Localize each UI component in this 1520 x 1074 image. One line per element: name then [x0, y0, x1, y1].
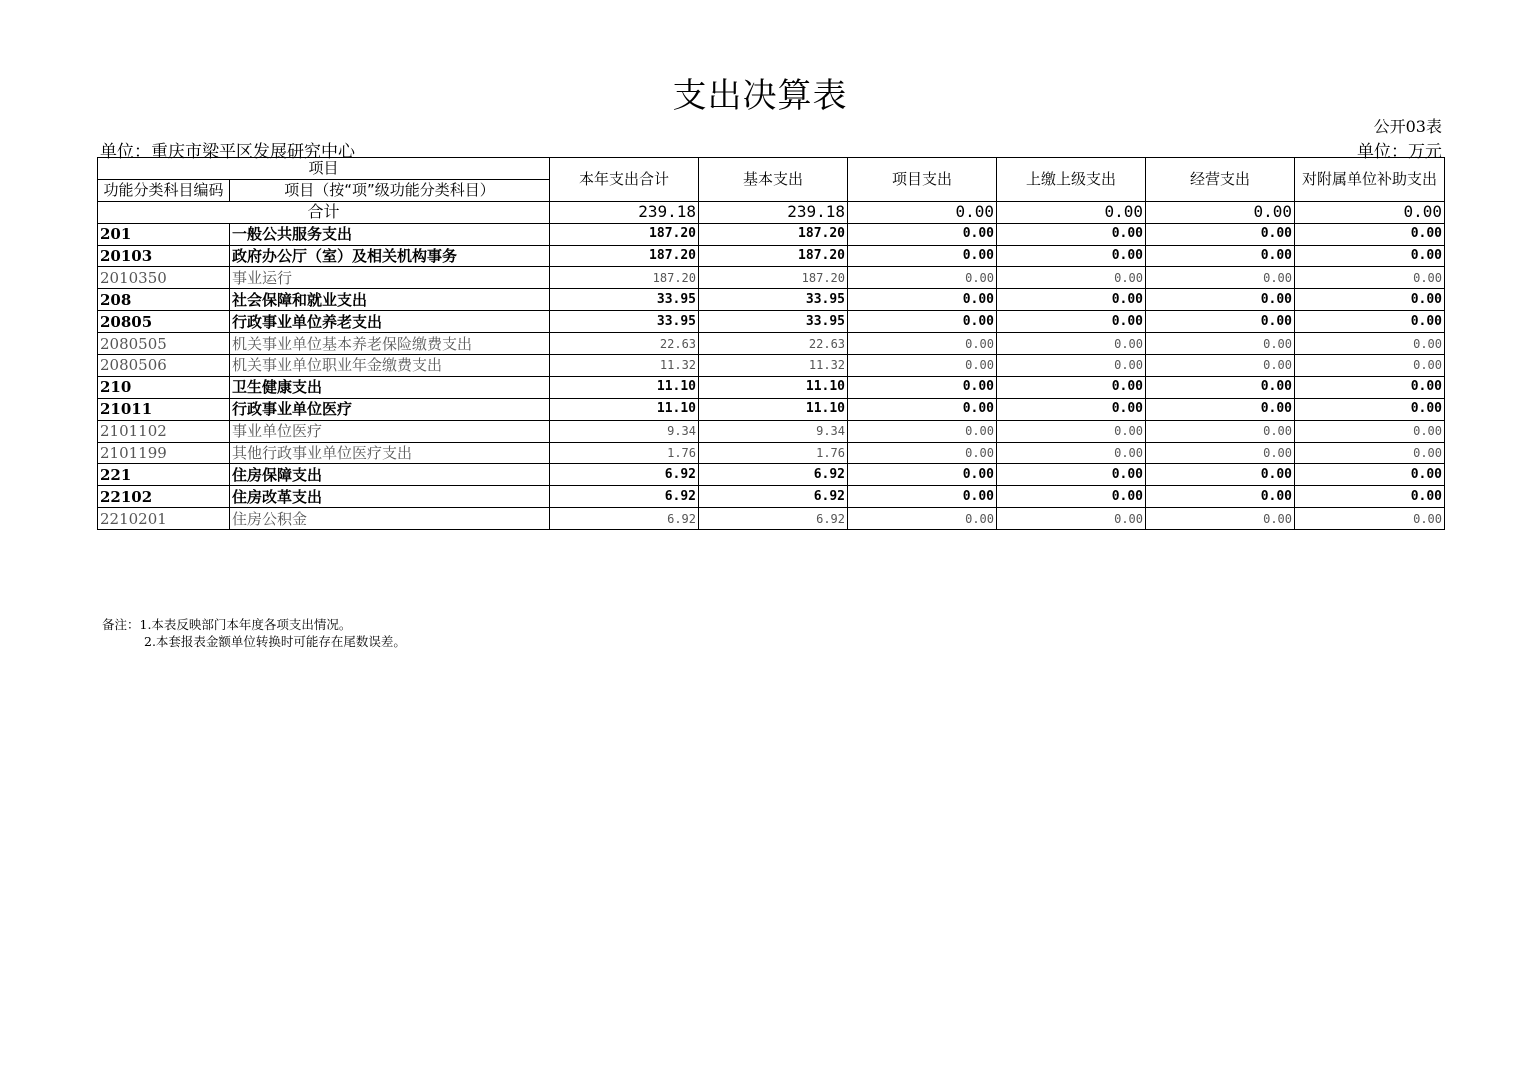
- row-value: 0.00: [997, 442, 1146, 464]
- row-name: 住房保障支出: [230, 464, 550, 486]
- row-value: 0.00: [848, 245, 997, 267]
- row-value: 0.00: [848, 355, 997, 377]
- row-value: 187.20: [550, 267, 699, 289]
- row-code: 2101102: [98, 420, 230, 442]
- row-value: 0.00: [997, 333, 1146, 355]
- row-value: 0.00: [848, 289, 997, 311]
- row-value: 9.34: [699, 420, 848, 442]
- row-value: 0.00: [1295, 223, 1445, 245]
- row-value: 0.00: [997, 223, 1146, 245]
- row-value: 0.00: [848, 398, 997, 420]
- row-value: 0.00: [1295, 333, 1445, 355]
- row-value: 1.76: [550, 442, 699, 464]
- table-row: [98, 376, 1445, 398]
- row-value: 0.00: [848, 420, 997, 442]
- row-value: 0.00: [848, 267, 997, 289]
- row-value: 0.00: [997, 420, 1146, 442]
- row-value: 0.00: [848, 442, 997, 464]
- notes: [102, 616, 406, 650]
- row-value: 33.95: [699, 311, 848, 333]
- table-row: [98, 333, 1445, 355]
- row-value: 0.00: [1295, 355, 1445, 377]
- row-value: 33.95: [550, 289, 699, 311]
- row-value: 6.92: [699, 486, 848, 508]
- row-value: 11.10: [699, 376, 848, 398]
- reporting-unit: 单位：重庆市梁平区发展研究中心: [100, 142, 355, 162]
- row-value: 0.00: [997, 289, 1146, 311]
- row-value: 0.00: [848, 464, 997, 486]
- page-title: 支出决算表: [672, 76, 848, 116]
- row-name: 住房公积金: [230, 508, 550, 530]
- row-name: 事业单位医疗: [230, 420, 550, 442]
- row-value: 0.00: [1146, 289, 1295, 311]
- row-value: 187.20: [699, 267, 848, 289]
- row-value: 11.10: [699, 398, 848, 420]
- row-name: 政府办公厅（室）及相关机构事务: [230, 245, 550, 267]
- row-value: 0.00: [1295, 508, 1445, 530]
- table-row: [98, 289, 1445, 311]
- row-code: 20805: [98, 311, 230, 333]
- row-value: 0.00: [1146, 508, 1295, 530]
- row-value: 33.95: [550, 311, 699, 333]
- row-value: 33.95: [699, 289, 848, 311]
- row-value: 0.00: [1295, 464, 1445, 486]
- total-value: 0.00: [1146, 201, 1295, 223]
- total-value: 0.00: [848, 201, 997, 223]
- row-value: 0.00: [1295, 420, 1445, 442]
- row-value: 0.00: [848, 223, 997, 245]
- note-line-1: 备注：1.本表反映部门本年度各项支出情况。: [102, 617, 352, 632]
- header-name: 项目（按“项”级功能分类科目）: [230, 179, 550, 201]
- row-value: 0.00: [997, 508, 1146, 530]
- row-value: 9.34: [550, 420, 699, 442]
- header-total: 本年支出合计: [550, 158, 699, 202]
- row-value: 11.32: [550, 355, 699, 377]
- row-name: 事业运行: [230, 267, 550, 289]
- total-value: 239.18: [550, 201, 699, 223]
- table-row: [98, 267, 1445, 289]
- row-value: 0.00: [997, 311, 1146, 333]
- row-value: 0.00: [1295, 442, 1445, 464]
- table-row: [98, 464, 1445, 486]
- table-row: [98, 420, 1445, 442]
- row-value: 22.63: [550, 333, 699, 355]
- row-value: 0.00: [1146, 355, 1295, 377]
- row-value: 0.00: [848, 376, 997, 398]
- note-line-2: 2.本套报表金额单位转换时可能存在尾数误差。: [144, 634, 406, 649]
- row-value: 0.00: [1295, 267, 1445, 289]
- expenditure-table: [97, 157, 1445, 530]
- header-project-expense: 项目支出: [848, 158, 997, 202]
- row-code: 2210201: [98, 508, 230, 530]
- row-code: 208: [98, 289, 230, 311]
- row-value: 0.00: [1146, 398, 1295, 420]
- row-value: 6.92: [550, 508, 699, 530]
- row-value: 0.00: [1146, 223, 1295, 245]
- row-code: 2080506: [98, 355, 230, 377]
- row-code: 22102: [98, 486, 230, 508]
- row-value: 0.00: [997, 376, 1146, 398]
- row-value: 0.00: [1295, 311, 1445, 333]
- row-value: 0.00: [1146, 464, 1295, 486]
- row-value: 0.00: [848, 333, 997, 355]
- row-name: 住房改革支出: [230, 486, 550, 508]
- row-value: 0.00: [1146, 311, 1295, 333]
- row-value: 6.92: [699, 464, 848, 486]
- row-name: 卫生健康支出: [230, 376, 550, 398]
- row-value: 187.20: [550, 223, 699, 245]
- row-value: 187.20: [699, 245, 848, 267]
- row-value: 0.00: [1146, 245, 1295, 267]
- row-value: 0.00: [1295, 486, 1445, 508]
- row-value: 11.10: [550, 376, 699, 398]
- row-value: 6.92: [699, 508, 848, 530]
- row-value: 11.10: [550, 398, 699, 420]
- row-name: 行政事业单位养老支出: [230, 311, 550, 333]
- row-value: 11.32: [699, 355, 848, 377]
- total-value: 0.00: [1295, 201, 1445, 223]
- row-name: 机关事业单位职业年金缴费支出: [230, 355, 550, 377]
- row-name: 一般公共服务支出: [230, 223, 550, 245]
- row-value: 1.76: [699, 442, 848, 464]
- row-value: 0.00: [1295, 289, 1445, 311]
- row-value: 0.00: [848, 486, 997, 508]
- row-value: 0.00: [1146, 486, 1295, 508]
- total-label: 合计: [98, 201, 550, 223]
- row-value: 0.00: [997, 464, 1146, 486]
- row-code: 21011: [98, 398, 230, 420]
- total-value: 0.00: [997, 201, 1146, 223]
- row-value: 0.00: [1146, 442, 1295, 464]
- table-row: [98, 442, 1445, 464]
- header-code: 功能分类科目编码: [98, 179, 230, 201]
- row-code: 20103: [98, 245, 230, 267]
- total-row: [98, 201, 1445, 223]
- row-name: 行政事业单位医疗: [230, 398, 550, 420]
- header-upper-remit: 上缴上级支出: [997, 158, 1146, 202]
- table-row: [98, 355, 1445, 377]
- row-code: 2101199: [98, 442, 230, 464]
- row-name: 社会保障和就业支出: [230, 289, 550, 311]
- table-row: [98, 223, 1445, 245]
- row-code: 201: [98, 223, 230, 245]
- row-value: 0.00: [1146, 267, 1295, 289]
- row-code: 2080505: [98, 333, 230, 355]
- row-code: 2010350: [98, 267, 230, 289]
- row-value: 0.00: [1146, 333, 1295, 355]
- row-value: 22.63: [699, 333, 848, 355]
- row-value: 6.92: [550, 486, 699, 508]
- row-value: 0.00: [997, 245, 1146, 267]
- header-project: 项目: [98, 158, 550, 180]
- row-value: 0.00: [848, 508, 997, 530]
- row-code: 210: [98, 376, 230, 398]
- row-name: 其他行政事业单位医疗支出: [230, 442, 550, 464]
- table-row: [98, 398, 1445, 420]
- row-code: 221: [98, 464, 230, 486]
- table-row: [98, 245, 1445, 267]
- table-row: [98, 486, 1445, 508]
- row-value: 0.00: [848, 311, 997, 333]
- row-value: 0.00: [1295, 376, 1445, 398]
- row-value: 0.00: [1146, 420, 1295, 442]
- row-value: 0.00: [997, 355, 1146, 377]
- row-value: 0.00: [997, 486, 1146, 508]
- row-value: 0.00: [1295, 245, 1445, 267]
- header-subsidy: 对附属单位补助支出: [1295, 158, 1445, 202]
- table-row: [98, 311, 1445, 333]
- row-value: 0.00: [997, 267, 1146, 289]
- currency-unit: 单位：万元: [1357, 142, 1442, 162]
- total-value: 239.18: [699, 201, 848, 223]
- header-basic: 基本支出: [699, 158, 848, 202]
- row-value: 187.20: [699, 223, 848, 245]
- row-value: 6.92: [550, 464, 699, 486]
- row-value: 0.00: [997, 398, 1146, 420]
- row-value: 187.20: [550, 245, 699, 267]
- row-name: 机关事业单位基本养老保险缴费支出: [230, 333, 550, 355]
- form-code: 公开03表: [1373, 117, 1442, 136]
- header-operating: 经营支出: [1146, 158, 1295, 202]
- row-value: 0.00: [1146, 376, 1295, 398]
- table-row: [98, 508, 1445, 530]
- row-value: 0.00: [1295, 398, 1445, 420]
